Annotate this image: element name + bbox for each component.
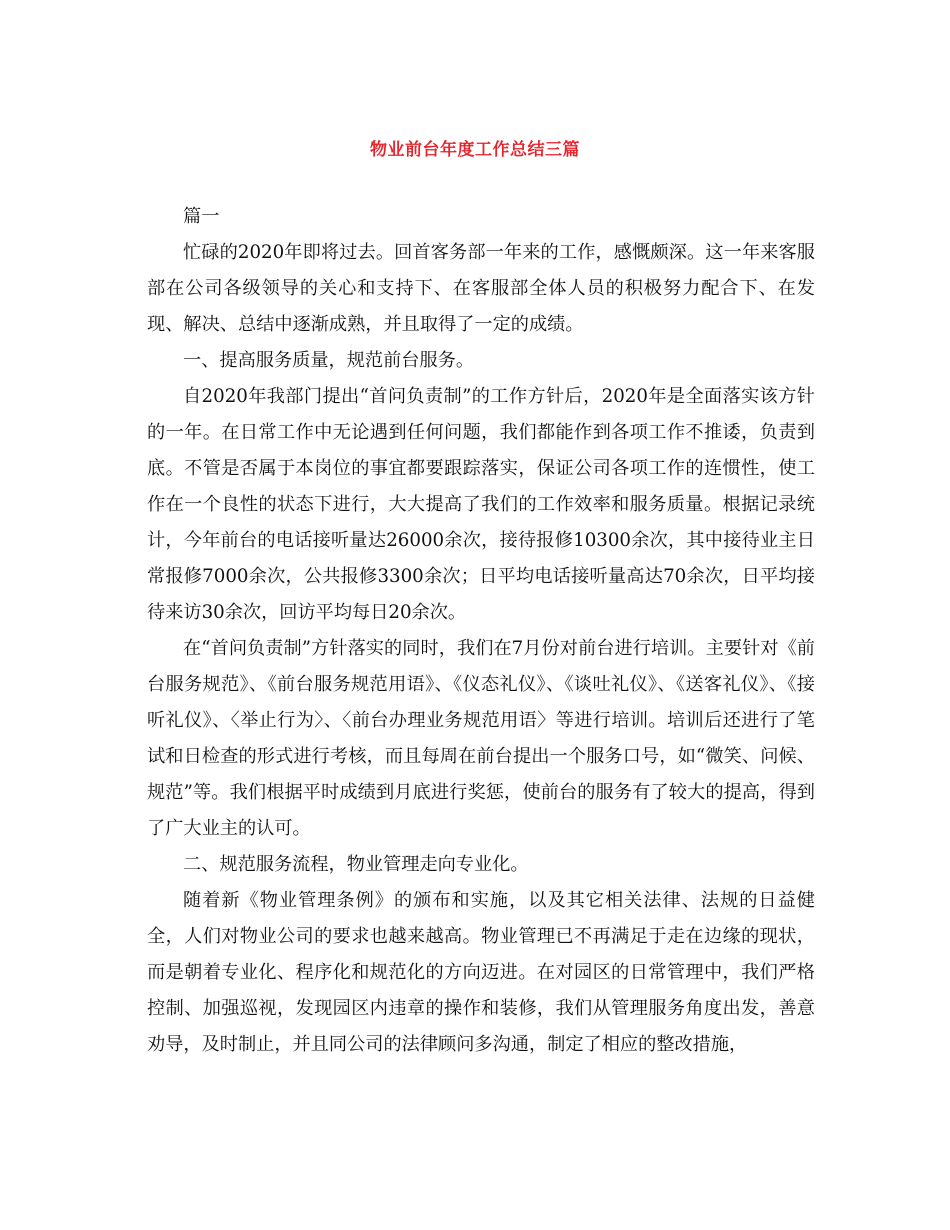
subheading: 二、规范服务流程，物业管理走向专业化。 bbox=[183, 854, 529, 875]
document-body bbox=[147, 199, 815, 1063]
document-title: 物业前台年度工作总结三篇 bbox=[370, 140, 580, 160]
section-heading: 篇一 bbox=[183, 206, 220, 227]
paragraph: 忙碌的2020年即将过去。回首客务部一年来的工作，感慨颇深。这一年来客服部在公司各级领导的关心和支持下、在客服部全体人员的积极努力配合下、在发现、解决、总结中逐渐成熟，并且取得了一定的成绩。 bbox=[147, 242, 815, 335]
paragraph: 随着新《物业管理条例》的颁布和实施，以及其它相关法律、法规的日益健全，人们对物业公司的要求也越来越高。物业管理已不再满足于走在边缘的现状，而是朝着专业化、程序化和规范化的方向迈进。在对园区的日常管理中，我们严格控制、加强巡视，发现园区内违章的操作和装修，我们从管理服务角度出发，善意劝导，及时制止，并且同公司的法律顾问多沟通，制定了相应的整改措施， bbox=[147, 890, 815, 1055]
paragraph: 在“首问负责制”方针落实的同时，我们在7月份对前台进行培训。主要针对《前台服务规范》、《前台服务规范用语》、《仪态礼仪》、《谈吐礼仪》、《送客礼仪》、《接听礼仪》、〈举止行为〉、〈前台办理业务规范用语〉等进行培训。培训后还进行了笔试和日检查的形式进行考核，而且每周在前台提出一个服务口号，如“微笑、问候、规范”等。我们根据平时成绩到月底进行奖惩，使前台的服务有了较大的提高，得到了广大业主的认可。 bbox=[147, 638, 815, 839]
paragraph: 自2020年我部门提出“首问负责制”的工作方针后，2020年是全面落实该方针的一年。在日常工作中无论遇到任何问题，我们都能作到各项工作不推诿，负责到底。不管是否属于本岗位的事宜都要跟踪落实，保证公司各项工作的连惯性，使工作在一个良性的状态下进行，大大提高了我们的工作效率和服务质量。根据记录统计，今年前台的电话接听量达26000余次，接待报修10300余次，其中接待业主日常报修7000余次，公共报修3300余次；日平均电话接听量高达70余次，日平均接待来访30余次，回访平均每日20余次。 bbox=[147, 386, 815, 623]
subheading: 一、提高服务质量，规范前台服务。 bbox=[183, 350, 475, 371]
